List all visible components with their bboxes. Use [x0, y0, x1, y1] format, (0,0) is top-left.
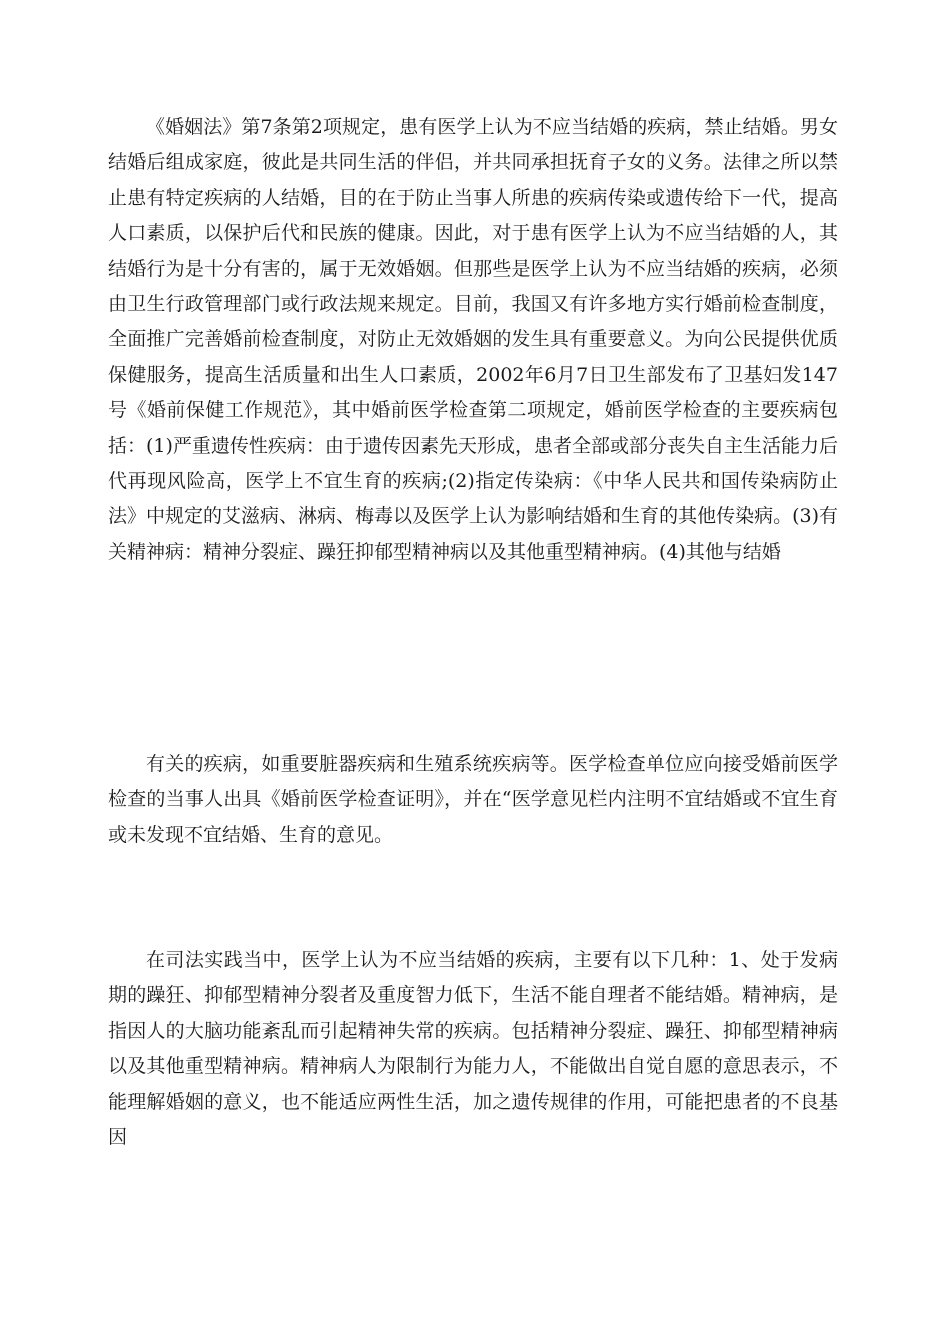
- body-paragraph: 《婚姻法》第7条第2项规定，患有医学上认为不应当结婚的疾病，禁止结婚。男女结婚后组成家庭，彼此是共同生活的伴侣，并共同承担抚育子女的义务。法律之所以禁止患有特定疾病的人结婚，目的在于防止当事人所患的疾病传染或遗传给下一代，提高人口素质，以保护后代和民族的健康。因此，对于患有医学上认为不应当结婚的人，其结婚行为是十分有害的，属于无效婚姻。但那些是医学上认为不应当结婚的疾病，必须由卫生行政管理部门或行政法规来规定。目前，我国又有许多地方实行婚前检查制度，全面推广完善婚前检查制度，对防止无效婚姻的发生具有重要意义。为向公民提供优质保健服务，提高生活质量和出生人口素质，2002年6月7日卫生部发布了卫基妇发147号《婚前保健工作规范》，其中婚前医学检查第二项规定，婚前医学检查的主要疾病包括：(1)严重遗传性疾病：由于遗传因素先天形成，患者全部或部分丧失自主生活能力后代再现风险高，医学上不宜生育的疾病;(2)指定传染病：《中华人民共和国传染病防止法》中规定的艾滋病、淋病、梅毒以及医学上认为影响结婚和生育的其他传染病。(3)有关精神病：精神分裂症、躁狂抑郁型精神病以及其他重型精神病。(4)其他与结婚: [108, 116, 838, 563]
- body-paragraph: 在司法实践当中，医学上认为不应当结婚的疾病，主要有以下几种：1、处于发病期的躁狂、抑郁型精神分裂者及重度智力低下，生活不能自理者不能结婚。精神病，是指因人的大脑功能紊乱而引起精神失常的疾病。包括精神分裂症、躁狂、抑郁型精神病以及其他重型精神病。精神病人为限制行为能力人，不能做出自觉自愿的意思表示，不能理解婚姻的意义，也不能适应两性生活，加之遗传规律的作用，可能把患者的不良基因: [108, 949, 838, 1149]
- body-paragraph: 有关的疾病，如重要脏器疾病和生殖系统疾病等。医学检查单位应向接受婚前医学检查的当事人出具《婚前医学检查证明》，并在“医学意见栏内注明不宜结婚或不宜生育或未发现不宜结婚、生育的意见。: [108, 753, 838, 846]
